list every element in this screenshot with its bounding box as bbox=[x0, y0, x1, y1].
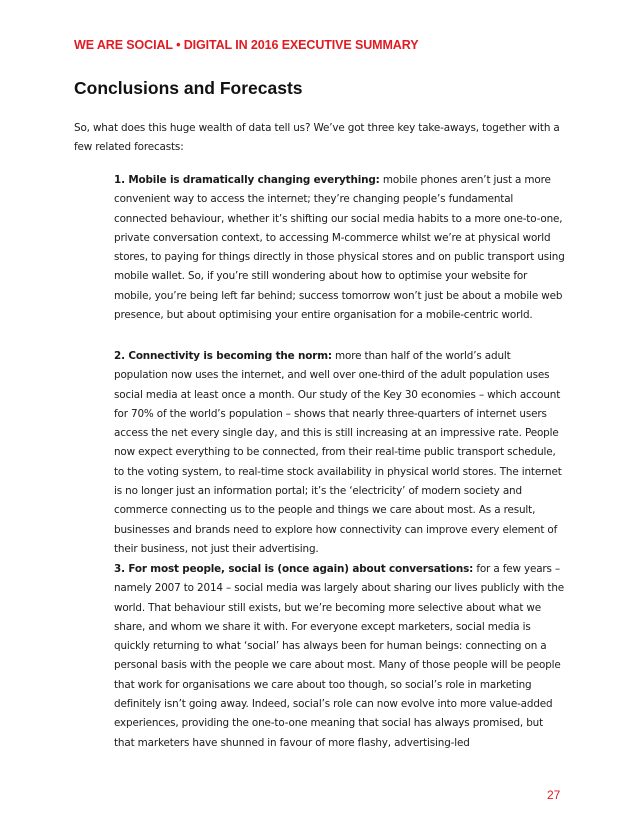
intro-paragraph: So, what does this huge wealth of data tell us? We’ve got three key take-aways, together with a few related forecasts: bbox=[74, 122, 560, 154]
running-header: WE ARE SOCIAL • DIGITAL IN 2016 EXECUTIVE SUMMARY bbox=[74, 38, 419, 52]
takeaway-1 bbox=[114, 171, 566, 325]
takeaway-1-heading: 1. Mobile is dramatically changing everything: bbox=[114, 174, 380, 186]
takeaway-2 bbox=[114, 347, 566, 559]
takeaway-3-body: for a few years – namely 2007 to 2014 – social media was largely about sharing our lives publicly with the world. That behaviour still exists, but we’re becoming more selective about what we share, and whom we share it with. For everyone except marketers, social media is quickly returning to what ‘social’ has always been for human beings: connecting on a personal basis with the people we care about most. Many of those people will be people that work for organisations we care about too though, so social’s role in marketing definitely isn’t going away. Indeed, social’s role can now evolve into more value-added experiences, providing the one-to-one meaning that social has always promised, but that marketers have shunned in favour of more flashy, advertising-led bbox=[114, 563, 565, 749]
page-number: 27 bbox=[547, 788, 561, 802]
takeaway-1-body: mobile phones aren’t just a more convenient way to access the internet; they’re changing people’s fundamental connected behaviour, whether it’s shifting our social media habits to a more one-to-one, private conversation context, to accessing M-commerce whilst we’re at physical world stores, to paying for things directly in those physical stores and on public transport using mobile wallet. So, if you’re still wondering about how to optimise your website for mobile, you’re being left far behind; success tomorrow won’t just be about a mobile web presence, but about optimising your entire organisation for a mobile-centric world. bbox=[114, 174, 565, 322]
section-title: Conclusions and Forecasts bbox=[74, 78, 303, 98]
takeaway-2-heading: 2. Connectivity is becoming the norm: bbox=[114, 350, 332, 362]
takeaway-2-body: more than half of the world’s adult population now uses the internet, and well over one-third of the adult population uses social media at least once a month. Our study of the Key 30 economies – which account for 70% of the world’s population – shows that nearly three-quarters of internet users access the net every single day, and this is still increasing at an impressive rate. People now expect everything to be connected, from their real-time public transport schedule, to the voting system, to real-time stock availability in physical world stores. The internet is no longer just an information portal; it’s the ‘electricity’ of modern society and commerce connecting us to the people and things we care about most. As a result, businesses and brands need to explore how connectivity can improve every element of their business, not just their advertising. bbox=[114, 350, 562, 555]
takeaway-3 bbox=[114, 560, 566, 753]
takeaway-3-heading: 3. For most people, social is (once again) about conversations: bbox=[114, 563, 474, 575]
